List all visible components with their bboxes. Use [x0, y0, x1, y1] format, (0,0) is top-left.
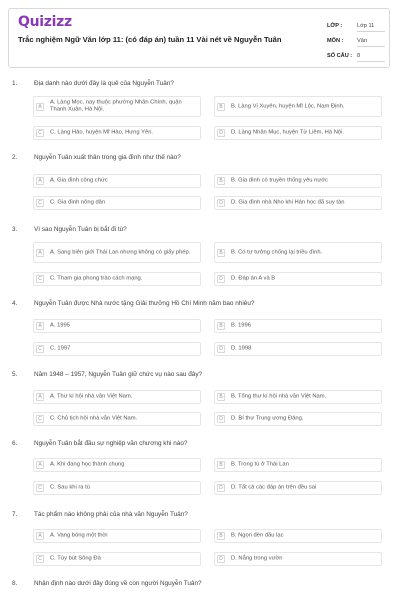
question-text: Nguyễn Tuân bắt đầu sự nghiệp văn chương khi nào?	[34, 440, 188, 447]
option-c[interactable]	[33, 272, 201, 286]
option-text: B. 1996	[231, 322, 251, 329]
option-c[interactable]	[33, 342, 201, 356]
option-text: C. Tham gia phong trào cách mạng.	[50, 275, 143, 282]
option-letter-box: A	[36, 103, 44, 111]
option-d[interactable]	[214, 412, 382, 426]
option-text: B. Gia đình có truyền thống yêu nước	[231, 177, 328, 184]
option-text: C. Chủ tịch hội nhà văn Việt Nam.	[50, 415, 138, 422]
option-letter-box: B	[217, 322, 225, 330]
option-text: A. 1995	[50, 322, 70, 329]
question-text: Nhận định nào dưới đây đúng về con người Nguyễn Tuân?	[34, 580, 202, 587]
option-letter-box: D	[217, 415, 225, 423]
question-text: Vì sao Nguyễn Tuân bị bắt đi tù?	[34, 226, 127, 233]
option-letter-box: B	[217, 532, 225, 540]
question-text: Nguyễn Tuân được Nhà nước tặng Giải thưởng Hồ Chí Minh năm bao nhiêu?	[34, 300, 255, 307]
option-text: B. Ngọn đèn dầu lạc	[231, 532, 284, 539]
option-text: D. Làng Nhân Mục, huyện Từ Liêm, Hà Nội.	[231, 129, 345, 136]
option-text: A. Vang bóng một thời	[50, 532, 108, 539]
option-letter-box: C	[36, 275, 44, 283]
option-letter-box: B	[217, 393, 225, 401]
option-text: C. Tùy bút Sông Đà	[50, 555, 101, 562]
option-letter-box: A	[36, 249, 44, 257]
class-underline	[357, 31, 385, 32]
option-letter-box: B	[217, 177, 225, 185]
option-b[interactable]	[214, 242, 382, 263]
option-d[interactable]	[214, 126, 382, 140]
option-text: D. Tất cả các đáp án trên đều sai	[231, 484, 317, 491]
option-letter-box: C	[36, 484, 44, 492]
option-letter-box: A	[36, 177, 44, 185]
option-letter-box: D	[217, 275, 225, 283]
option-letter-box: A	[36, 322, 44, 330]
option-text: D. Đáp án A và B	[231, 275, 276, 282]
option-letter-box: C	[36, 199, 44, 207]
option-letter-box: C	[36, 129, 44, 137]
option-text: C. Làng Hảo, huyện Mĩ Hào, Hưng Yên.	[50, 129, 154, 136]
subject-label: MÔN :	[327, 38, 344, 44]
option-text: A. Gia đình công chức	[50, 177, 108, 184]
option-b[interactable]	[214, 529, 382, 543]
option-a[interactable]	[33, 242, 201, 263]
option-letter-box: C	[36, 415, 44, 423]
option-text: A. Làng Mọc, nay thuộc phường Nhân Chính, quận Thanh Xuân, Hà Nội.	[50, 99, 182, 113]
subject-value: Văn	[357, 38, 367, 44]
question-count-value: 8	[357, 53, 361, 59]
option-text: B. Có tư tưởng chống lại triều đình.	[231, 248, 323, 255]
option-c[interactable]	[33, 412, 201, 426]
worksheet-title: Trắc nghiệm Ngữ Văn lớp 11: (có đáp án) tuần 11 Vài nét về Nguyễn Tuân	[18, 35, 282, 44]
option-letter-box: C	[36, 555, 44, 563]
option-text: D. Gia đình nhà Nho khi Hán học đã suy tàn	[231, 199, 345, 206]
option-letter-box: D	[217, 199, 225, 207]
quizizz-logo: Quizizz	[18, 14, 72, 30]
option-a[interactable]	[33, 529, 201, 543]
option-text: D. Bí thư Trung ương Đảng.	[231, 415, 304, 422]
option-letter-box: D	[217, 345, 225, 353]
question-number: 7.	[12, 511, 18, 518]
option-text: A. Khi đang học thành chung	[50, 461, 125, 468]
question-text: Nguyễn Tuân xuất thân trong gia đình như thế nào?	[34, 154, 181, 161]
option-b[interactable]	[214, 96, 382, 117]
option-letter-box: C	[36, 345, 44, 353]
option-a[interactable]	[33, 390, 201, 404]
option-d[interactable]	[214, 552, 382, 566]
option-text: D. Nắng trong vườn	[231, 555, 283, 562]
question-number: 3.	[12, 226, 18, 233]
option-d[interactable]	[214, 481, 382, 495]
class-label: LỚP :	[327, 23, 343, 29]
worksheet-header	[8, 8, 390, 68]
option-b[interactable]	[214, 174, 382, 188]
option-text: A. Sang biên giới Thái Lan nhưng không có giấy phép.	[50, 248, 191, 255]
option-a[interactable]	[33, 96, 201, 117]
option-d[interactable]	[214, 342, 382, 356]
option-letter-box: A	[36, 532, 44, 540]
option-d[interactable]	[214, 272, 382, 286]
option-letter-box: D	[217, 129, 225, 137]
subject-underline	[357, 46, 385, 47]
option-letter-box: A	[36, 393, 44, 401]
option-text: C. 1997	[50, 345, 71, 352]
option-text: D. 1998	[231, 345, 252, 352]
question-text: Tác phẩm nào không phải của nhà văn Nguyễn Tuân?	[34, 511, 188, 518]
question-count-underline	[357, 61, 385, 62]
option-letter-box: D	[217, 555, 225, 563]
option-b[interactable]	[214, 458, 382, 472]
option-c[interactable]	[33, 196, 201, 210]
option-b[interactable]	[214, 390, 382, 404]
question-text: Năm 1948 – 1957, Nguyễn Tuân giữ chức vụ nào sau đây?	[34, 371, 203, 378]
option-c[interactable]	[33, 552, 201, 566]
question-text: Địa danh nào dưới đây là quê của Nguyễn Tuân?	[34, 80, 174, 87]
option-c[interactable]	[33, 126, 201, 140]
question-number: 5.	[12, 371, 18, 378]
question-number: 1.	[12, 80, 18, 87]
class-value: Lớp 11	[357, 23, 375, 29]
option-c[interactable]	[33, 481, 201, 495]
question-number: 8.	[12, 580, 18, 587]
question-number: 6.	[12, 440, 18, 447]
option-letter-box: B	[217, 103, 225, 111]
option-text: C. Gia đình nông dân	[50, 199, 106, 206]
option-b[interactable]	[214, 319, 382, 333]
option-text: C. Sau khi ra tù	[50, 484, 90, 491]
question-number: 2.	[12, 154, 18, 161]
option-d[interactable]	[214, 196, 382, 210]
option-text: B. Tổng thư kí hội nhà văn Việt Nam.	[231, 393, 327, 400]
option-text: A. Thư kí hội nhà văn Việt Nam.	[50, 393, 133, 400]
option-letter-box: D	[217, 484, 225, 492]
option-letter-box: A	[36, 461, 44, 469]
option-text: B. Trong tù ở Thái Lan	[231, 461, 289, 468]
question-number: 4.	[12, 300, 18, 307]
option-a[interactable]	[33, 458, 201, 472]
question-count-label: SỐ CÂU :	[327, 53, 353, 59]
option-a[interactable]	[33, 319, 201, 333]
option-text: B. Làng Vị Xuyên, huyện Mĩ Lộc, Nam Định.	[231, 102, 345, 109]
option-a[interactable]	[33, 174, 201, 188]
option-letter-box: B	[217, 461, 225, 469]
option-letter-box: B	[217, 249, 225, 257]
